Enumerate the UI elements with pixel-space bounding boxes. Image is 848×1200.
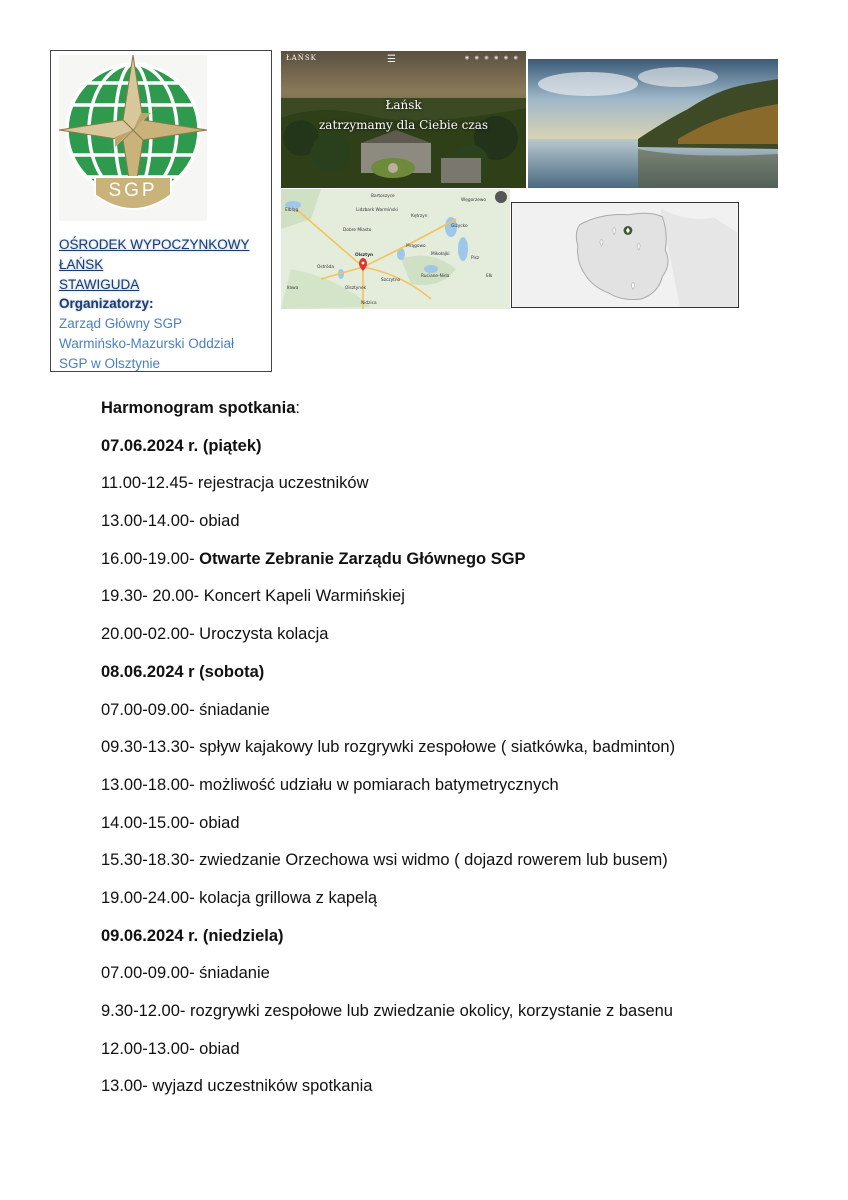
schedule-item: 13.00-18.00- możliwość udziału w pomiarach batymetrycznych [101,775,559,794]
organizers-heading: Organizatorzy: [59,296,154,312]
schedule-item: 07.00-09.00- śniadanie [101,700,270,719]
venue-line: OŚRODEK WYPOCZYNKOWY [59,237,250,252]
organizer-info [59,235,269,374]
warmia-map-image [281,189,510,309]
site-toolbar-icons: ◉ ◉ ◉ ◉ ◉ ◉ [464,55,520,61]
organizer-logo-box [50,50,272,372]
schedule-item: 09.30-13.30- spływ kajakowy lub rozgrywki zespołowe ( siatkówka, badminton) [101,738,676,757]
schedule-item: 19.00-24.00- kolacja grillowa z kapelą [101,888,378,907]
svg-text:Lidzbark Warmiński: Lidzbark Warmiński [356,208,398,213]
schedule-item: 20.00-02.00- Uroczysta kolacja [101,625,329,644]
organizer-line: Warmińsko-Mazurski Oddział [59,335,235,351]
svg-text:Olsztyn: Olsztyn [355,253,374,258]
schedule-item: 11.00-12.45- rejestracja uczestników [101,474,369,493]
venue-line: STAWIGUDA [59,276,140,292]
svg-text:Szczytno: Szczytno [381,278,401,283]
schedule-item: 07.00-09.00- śniadanie [101,964,270,983]
svg-text:Kętrzyn: Kętrzyn [411,214,428,219]
svg-text:Giżycko: Giżycko [451,224,468,229]
svg-text:Iława: Iława [287,286,299,291]
sgp-logo [59,55,207,221]
svg-text:Mrągowo: Mrągowo [406,244,426,249]
schedule-item: 13.00-14.00- obiad [101,512,240,531]
caption-line: zatrzymamy dla Ciebie czas [318,118,489,132]
poland-map [511,202,739,308]
day-heading: 09.06.2024 r. (niedziela) [101,926,284,945]
schedule-item: 19.30- 20.00- Koncert Kapeli Warmińskiej [101,587,405,606]
day-heading: 07.06.2024 r. (piątek) [101,436,262,455]
schedule-item: 14.00-15.00- obiad [101,813,240,832]
schedule-title: Harmonogram spotkania: [101,399,300,417]
svg-text:Węgorzewo: Węgorzewo [461,198,487,203]
svg-text:Ruciane-Nida: Ruciane-Nida [421,274,450,279]
svg-text:Mikołajki: Mikołajki [431,252,450,257]
svg-text:Ostróda: Ostróda [317,265,334,270]
lake-landscape-image [528,59,778,188]
svg-text:Olsztynek: Olsztynek [345,286,367,291]
schedule-item: 13.00- wyjazd uczestników spotkania [101,1077,373,1096]
hamburger-menu-icon: ☰ [387,54,396,65]
lansk-brand: ŁAŃSK [286,54,317,62]
schedule [101,394,821,1110]
svg-text:SGP: SGP [108,180,158,201]
schedule-item: 12.00-13.00- obiad [101,1039,240,1058]
lake-photo [528,59,778,188]
meeting-label: Otwarte Zebranie Zarządu Głównego SGP [199,549,526,568]
svg-text:Bartoszyce: Bartoszyce [371,194,395,199]
svg-text:Elbląg: Elbląg [285,208,299,213]
schedule-item: 15.30-18.30- zwiedzanie Orzechowa wsi widmo ( dojazd rowerem lub busem) [101,851,668,870]
svg-text:Pisz: Pisz [471,256,480,261]
lansk-website-photo [281,51,526,188]
schedule-item: 9.30-12.00- rozgrywki zespołowe lub zwiedzanie okolicy, korzystanie z basenu [101,1002,673,1020]
poland-outline-image [512,203,738,307]
organizer-line: SGP w Olsztynie [59,355,161,371]
caption-line: Łańsk [385,98,422,112]
svg-text:Nidzica: Nidzica [361,301,377,306]
lansk-caption [281,95,526,135]
venue-line: ŁAŃSK [59,256,104,272]
schedule-item: 16.00-19.00- Otwarte Zebranie Zarządu Głównego SGP [101,549,526,568]
svg-text:Ełk: Ełk [486,274,493,279]
organizer-line: Zarząd Główny SGP [59,316,183,332]
region-map [281,189,510,309]
day-heading: 08.06.2024 r (sobota) [101,662,265,681]
location-marker-icon [624,226,633,235]
svg-text:Dobre Miasto: Dobre Miasto [343,228,372,233]
